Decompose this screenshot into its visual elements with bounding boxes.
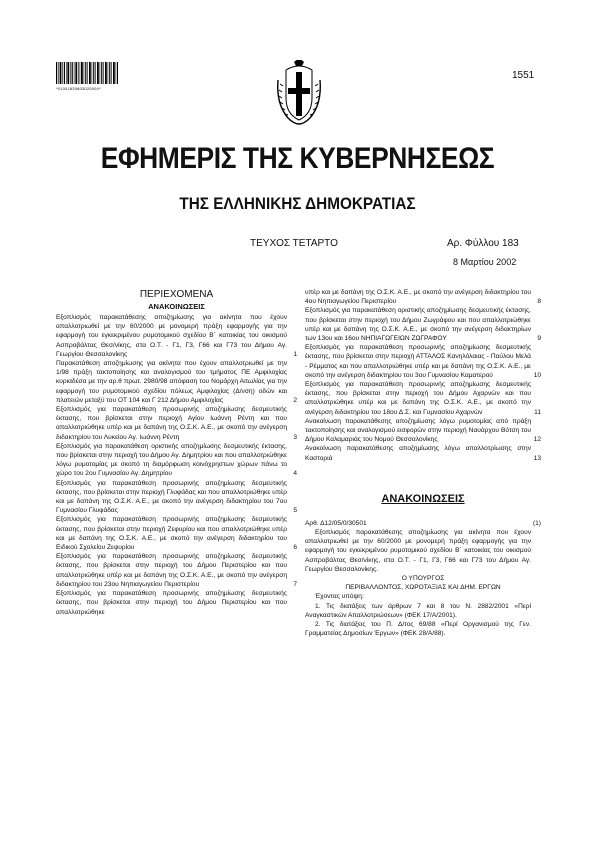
contents-entry: Εξοπλισμός για παρακατάθεση προσωρινής αποζημίωσης δεσμευτικής έκτασης, που βρίσκεται στην περιοχή Γλυφάδας και που απαλλοτριώθηκε υπέρ και με δαπάνη της Ο.Σ.Κ. Α.Ε., με σκοπό την ανέγερση διδακτηρίου του 7ου Γυμνασίου Γλυφάδας 5 bbox=[56, 479, 297, 515]
contents-entry: Εξοπλισμός για παρακατάθεση προσωρινής αποζημίωσης δεσμευτικής έκτασης, που βρίσκεται στην περιοχή ΑΤΤΑΛΟΣ Κανηλόλαιας - Παύλου Μελά - Ρέμματος και που απαλλοτριώθηκε υπέρ και με δαπάνη της Ο.Σ.Κ. Α.Ε., με σκοπό την ανέγερση διδακτηρίου του 3ου Γυμνασίου Καματερού 10 bbox=[305, 344, 541, 379]
issue-type: ΤΕΥΧΟΣ ΤΕΤΑΡΤΟ bbox=[250, 238, 338, 249]
announcement-ref-line bbox=[305, 519, 541, 528]
announcements-heading: ΑΝΑΚΟΙΝΩΣΕΙΣ bbox=[381, 492, 465, 505]
contents-entry: Ανακοίνωση παρακατάθεσης αποζημίωσης λόγω απαλλοτρίωσης στην Καστοριά 13 bbox=[305, 445, 541, 462]
considering-label: Έχοντας υπόψη: bbox=[315, 593, 364, 601]
contents-entry: Εξοπλισμός για παρακατάθεση προσωρινής αποζημίωσης δεσμευτικής έκτασης, που βρίσκεται στην περιοχή του Δήμου Περιστερίου και που απαλλοτριώθηκε υπέρ και με δαπάνη της Ο.Σ.Κ. Α.Ε., με σκοπό την ανέγερση διδακτηρίου του 23ου Νηπιαγωγείου Περιστερίου 7 bbox=[56, 553, 297, 588]
entry-page: 7 bbox=[293, 580, 297, 588]
page-number: 1551 bbox=[512, 70, 535, 81]
issue-date: 8 Μαρτίου 2002 bbox=[453, 257, 517, 267]
contents-left-column bbox=[56, 288, 297, 617]
entry-page: 9 bbox=[537, 335, 541, 343]
entry-page: 10 bbox=[533, 371, 541, 379]
entry-page: 1 bbox=[293, 350, 297, 358]
contents-entry: Εξοπλισμός για παρακατάθεση προσωρινής αποζημίωσης δεσμευτικής έκτασης, που βρίσκεται στην περιοχή του Δήμου Περιστερίου και που απαλλοτριώθηκε bbox=[56, 590, 287, 616]
entry-page: 11 bbox=[534, 408, 541, 416]
minister-title: Ο ΥΠΟΥΡΓΟΣ bbox=[401, 575, 445, 583]
contents-entry: Εξοπλισμός παρακατάθεσης αποζημίωσης για ακίνητα που έχουν απαλλοτριωθεί με την 60/2000 με μονομερή πράξη εφαρμογής για την εφαρμογή του εγκεκριμένου ρυμοτομικού σχεδίου Β΄ κατοικίας του οικισμού Ασπροβάλτας Θεσ/νίκης, στα Ο.Τ. - Γ1, Γ3, Γ66 και Γ73 του Δήμου Αγ. Γεωργίου Θεσσαλονίκης 1 bbox=[56, 314, 297, 358]
contents-entry: Εξοπλισμός για παρακατάθεση προσωρινής αποζημίωσης δεσμευτικής έκτασης, που βρίσκεται στην περιοχή του Δήμου Αχαρνών και που απαλλοτριώθηκε υπέρ και με δαπάνη της Ο.Σ.Κ. Α.Ε., με σκοπό την ανέγερση διδακτηρίου του 18ου Δ.Σ. και Γυμνασίου Αχαρνών 11 bbox=[305, 381, 541, 416]
greek-coat-of-arms-emblem bbox=[274, 60, 324, 126]
contents-entry: υπέρ και με δαπάνη της Ο.Σ.Κ. Α.Ε., με σκοπό την ανέγερση διδακτηρίου του 4ου Νηπιαγωγείου Περιστερίου 8 bbox=[305, 289, 541, 306]
contents-entry: Εξοπλισμός για παρακατάθεση προσωρινής αποζημίωσης δεσμευτικής έκτασης, που βρίσκεται στην περιοχή Αγίου Ιωάννη Ρέντη και που απαλλοτριώθηκε υπέρ και με δαπάνη της Ο.Σ.Κ. Α.Ε., με σκοπό την ανέγερση διδακτηρίου του Λυκείου Αγ. Ιωάννη Ρέντη 3 bbox=[56, 406, 297, 441]
entry-page: 8 bbox=[537, 298, 541, 306]
entry-page: 2 bbox=[293, 396, 297, 404]
contents-section-title: ΑΝΑΚΟΙΝΩΣΕΙΣ bbox=[148, 302, 205, 311]
entry-page: 3 bbox=[293, 433, 297, 441]
entry-page: 4 bbox=[293, 470, 297, 478]
barcode bbox=[56, 62, 118, 84]
entry-page: 13 bbox=[533, 454, 541, 462]
contents-entry: Παρακατάθεση αποζημίωσης για ακίνητα που έχουν απαλλοτριωθεί με την 1/98 πράξη τακτοποίησης και αναλογισμού του τμήματος ΠΕ Αμφιλοχίας κυριαδέσα με την αρ.θ πρωτ. 2980/98 απόφαση του Νομάρχη Αιτωλίας για την εφαρμογή του ρυμοτομικού σχεδίου πόλεως Αμφιλοχίας (Δ/νση) οδών και πλατειών μεταξύ του ΟΤ 104 και Γ 212 Δήμου Αμφιλοχίας 2 bbox=[56, 360, 297, 404]
contents-title: ΠΕΡΙΕΧΟΜΕΝΑ bbox=[139, 289, 214, 300]
contents-right-column bbox=[305, 288, 541, 639]
gazette-subtitle: ΤΗΣ ΕΛΛΗΝΙΚΗΣ ΔΗΜΟΚΡΑΤΙΑΣ bbox=[179, 194, 416, 213]
entry-page: 5 bbox=[293, 507, 297, 515]
announcement-body: Εξοπλισμός παρακατάθεσης αποζημίωσης για ακίνητα που έχουν απαλλοτριωθεί με την 60/2000 με μονομερή πράξη εφαρμογής για την εφαρμογή του εγκεκριμένου ρυμοτομικού σχεδίου Β΄ κατοικίας του οικισμού Ασπροβάλτας Θεσ/νίκης, στα Ο.Τ. - Γ1, Γ3, Γ66 και Γ73 του Δήμου Αγ. Γεωργίου Θεσσαλονίκης. bbox=[305, 529, 531, 573]
contents-entry: Εξοπλισμός για παρακατάθεση προσωρινής αποζημίωσης δεσμευτικής έκτασης, που βρίσκεται στην περιοχή Ζεφυρίου και που απαλλοτριώθηκε υπέρ και με δαπάνη της Ο.Σ.Κ. Α.Ε., με σκοπό την ανέγερση διδακτηρίου του Ειδικού Σχολείου Ζεφυρίου 6 bbox=[56, 516, 297, 552]
ministry-name: ΠΕΡΙΒΑΛΛΟΝΤΟΣ, ΧΩΡΟΤΑΞΙΑΣ ΚΑΙ ΔΗΜ. ΕΡΓΩΝ bbox=[345, 584, 501, 592]
entry-page: 12 bbox=[533, 436, 541, 444]
announcement-ref: Αρθ. Δ12/05/0/30501 bbox=[305, 519, 367, 527]
legal-point: 1. Τις διατάξεις των άρθρων 7 και 8 του Ν. 2882/2001 «Περί Αναγκαστικών Απαλλοτριώσεων» (ΦΕΚ 17/Α/2001). bbox=[305, 602, 531, 619]
contents-entry: Εξοπλισμός για παρακατάθεση οριστικής αποζημίωσης δεσμευτικής έκτασης, που βρίσκεται στην περιοχή του Δήμου Αγ. Δημητρίου και που απαλλοτριώθηκε λόγω ρυμοτομίας με σκοπό τη διαμόρφωση κοινόχρηστων χώρων πάνω το χώρο του 2ου Γυμνασίου Αγ. Δημητρίου 4 bbox=[56, 442, 297, 478]
sheet-number: Αρ. Φύλλου 183 bbox=[447, 238, 519, 249]
entry-page: 6 bbox=[293, 544, 297, 552]
legal-point: 2. Τις διατάξεις του Π. Δ/τος 69/88 «Περί Οργανισμού της Γεν. Γραμματείας Δημοσίων Έργων» (ΦΕΚ 28/Α/88). bbox=[305, 621, 531, 638]
announcement-number: (1) bbox=[532, 519, 541, 527]
barcode-number: *01001830803020004* bbox=[56, 86, 101, 91]
gazette-title: ΕΦΗΜΕΡΙΣ ΤΗΣ ΚΥΒΕΡΝΗΣΕΩΣ bbox=[100, 142, 495, 175]
contents-entry: Εξοπλισμός για παρακατάθεση οριστικής αποζημίωσης δεσμευτικής έκτασης, που βρίσκεται στην περιοχή του Δήμου Ζωγράφου και που απαλλοτριώθηκε υπέρ και με δαπάνη της Ο.Σ.Κ. Α.Ε., με σκοπό την ανέγερση διδακτηρίων των 13ου και 16ου ΝΗΠΙΑΓΩΓΕΙΩΝ ΖΩΓΡΑΦΟΥ 9 bbox=[305, 307, 541, 343]
contents-entry: Ανακοίνωση παρακατάθεσης αποζημίωσης λόγω ρυμοτομίας από πράξη τακτοποίησης και αναλογισμού εισφορών στην περιοχή Ναυάρχου Βότση του Δήμου Καλαμαριάς του Νομού Θεσσαλονίκης 12 bbox=[305, 417, 541, 444]
